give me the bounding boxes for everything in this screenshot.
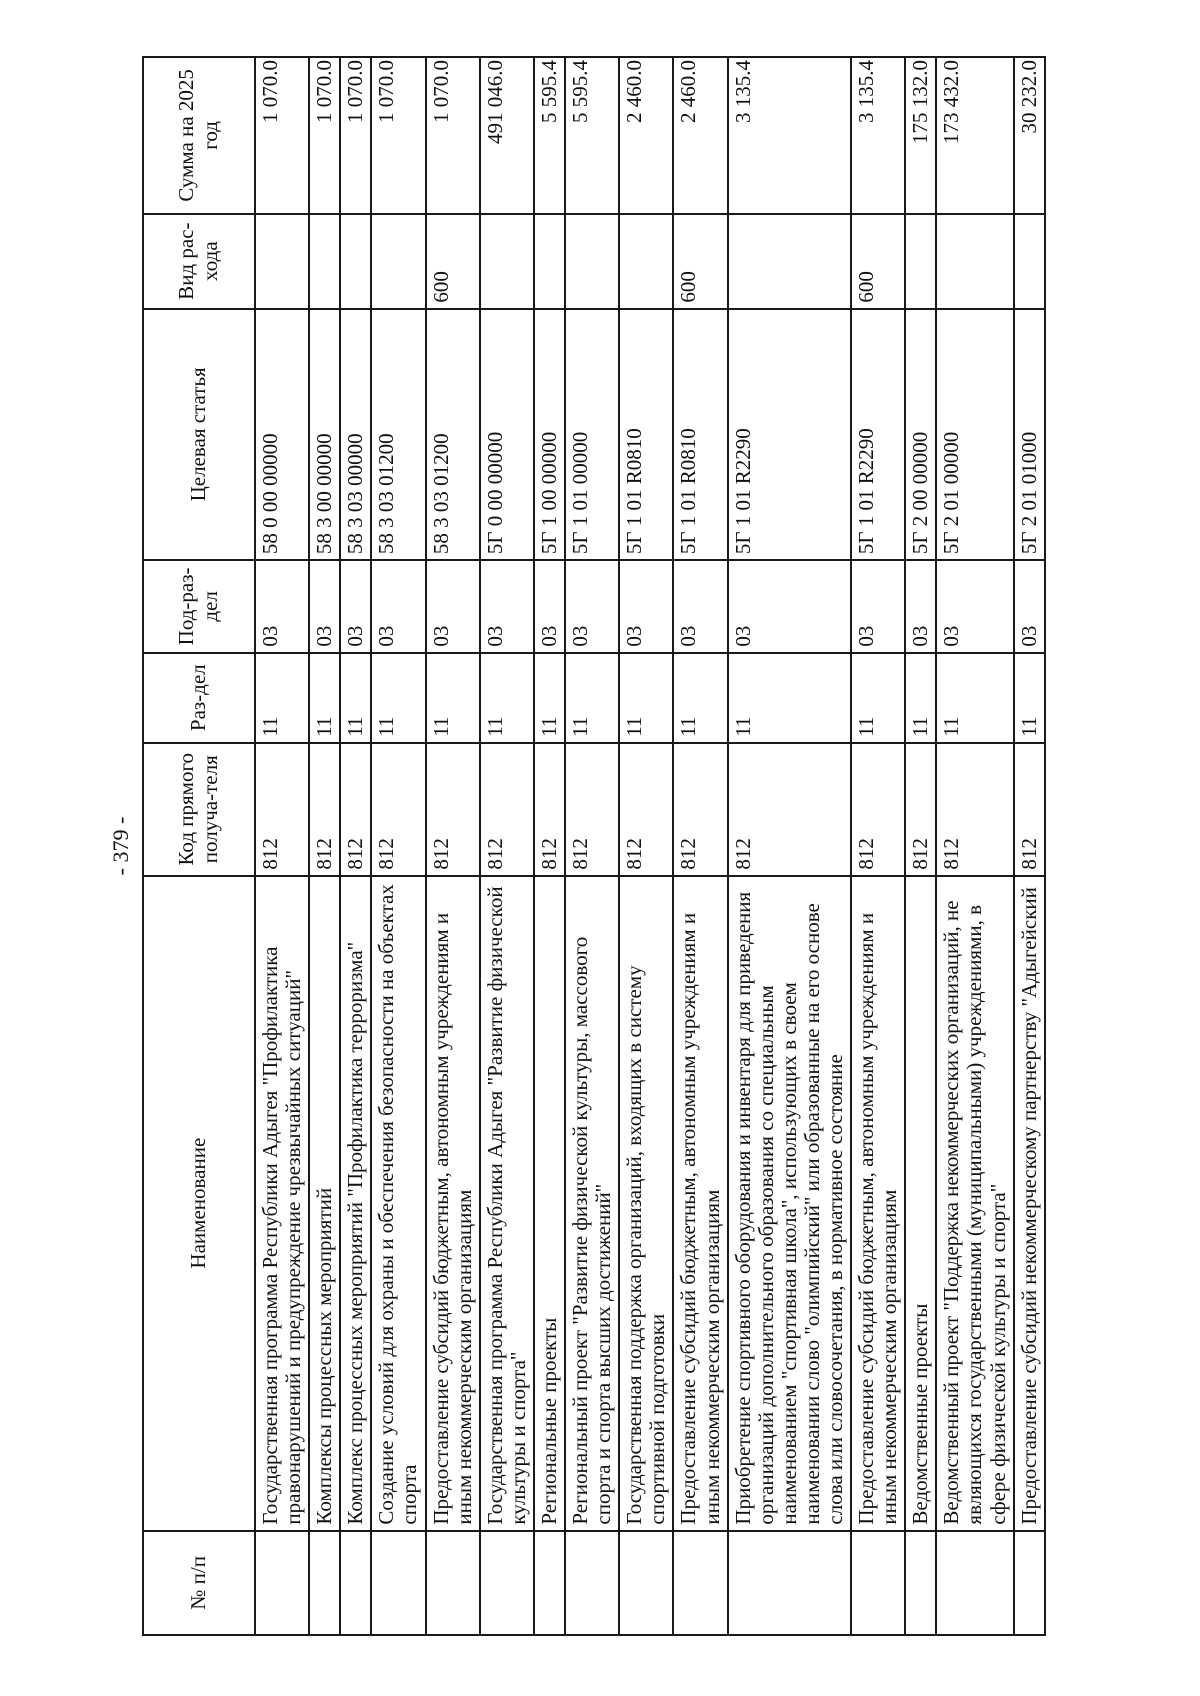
cell-section: 11	[309, 653, 340, 743]
cell-num	[905, 1531, 936, 1635]
cell-sum-2025: 30 232.0	[1014, 57, 1045, 214]
header-recipient-code: Код прямого получа-теля	[143, 743, 255, 876]
header-num: № п/п	[143, 1531, 255, 1635]
cell-sum-2025: 1 070.0	[426, 57, 480, 214]
cell-name: Государственная поддержка организаций, входящих в систему спортивной подготовки	[619, 876, 673, 1531]
cell-expense-type: 600	[426, 214, 480, 309]
table-row	[565, 57, 619, 1635]
cell-subsection: 03	[565, 560, 619, 653]
cell-sum-2025: 1 070.0	[309, 57, 340, 214]
cell-target-article: 5Г 1 01 R0810	[619, 309, 673, 561]
cell-recipient-code: 812	[309, 743, 340, 876]
cell-name: Государственная программа Республики Адыгея "Профилактика правонарушений и предупреждение чрезвычайных ситуаций"	[255, 876, 309, 1531]
cell-section: 11	[340, 653, 371, 743]
cell-sum-2025: 1 070.0	[340, 57, 371, 214]
cell-expense-type	[480, 214, 534, 309]
cell-section: 11	[255, 653, 309, 743]
cell-recipient-code: 812	[480, 743, 534, 876]
table-row	[905, 57, 936, 1635]
cell-target-article: 5Г 1 01 R0810	[673, 309, 727, 561]
cell-name: Создание условий для охраны и обеспечения безопасности на объектах спорта	[371, 876, 425, 1531]
cell-recipient-code: 812	[426, 743, 480, 876]
cell-target-article: 5Г 2 01 00000	[936, 309, 1013, 561]
cell-section: 11	[905, 653, 936, 743]
cell-expense-type	[340, 214, 371, 309]
table-row	[728, 57, 851, 1635]
table-row	[426, 57, 480, 1635]
cell-target-article: 5Г 2 01 01000	[1014, 309, 1045, 561]
cell-section: 11	[480, 653, 534, 743]
cell-section: 11	[936, 653, 1013, 743]
cell-subsection: 03	[673, 560, 727, 653]
cell-target-article: 5Г 1 00 00000	[534, 309, 565, 561]
cell-num	[480, 1531, 534, 1635]
cell-num	[728, 1531, 851, 1635]
table-row	[619, 57, 673, 1635]
table-row	[309, 57, 340, 1635]
cell-expense-type: 600	[851, 214, 905, 309]
cell-name: Приобретение спортивного оборудования и инвентаря для приведения организаций дополнительного образования со специальным наименованием "спортивная школа", использующих в своем наименовании слово "олимпийский" или образованные на его основе слова или словосочетания, в нормативное состояние	[728, 876, 851, 1531]
cell-sum-2025: 491 046.0	[480, 57, 534, 214]
cell-subsection: 03	[619, 560, 673, 653]
cell-recipient-code: 812	[905, 743, 936, 876]
cell-target-article: 5Г 1 01 R2290	[728, 309, 851, 561]
cell-name: Региональные проекты	[534, 876, 565, 1531]
cell-section: 11	[371, 653, 425, 743]
cell-target-article: 58 0 00 00000	[255, 309, 309, 561]
cell-sum-2025: 3 135.4	[851, 57, 905, 214]
cell-section: 11	[1014, 653, 1045, 743]
cell-num	[1014, 1531, 1045, 1635]
cell-num	[851, 1531, 905, 1635]
cell-target-article: 5Г 1 01 R2290	[851, 309, 905, 561]
cell-section: 11	[728, 653, 851, 743]
cell-target-article: 5Г 0 00 00000	[480, 309, 534, 561]
cell-num	[255, 1531, 309, 1635]
table-row	[534, 57, 565, 1635]
cell-recipient-code: 812	[565, 743, 619, 876]
cell-sum-2025: 173 432.0	[936, 57, 1013, 214]
cell-subsection: 03	[426, 560, 480, 653]
cell-num	[936, 1531, 1013, 1635]
rotated-page-content	[108, 56, 1198, 1636]
cell-section: 11	[851, 653, 905, 743]
table-row	[480, 57, 534, 1635]
cell-num	[309, 1531, 340, 1635]
cell-expense-type	[371, 214, 425, 309]
cell-expense-type	[936, 214, 1013, 309]
cell-section: 11	[565, 653, 619, 743]
cell-name: Предоставление субсидий некоммерческому партнерству "Адыгейский	[1014, 876, 1045, 1531]
budget-table	[142, 56, 1046, 1636]
cell-subsection: 03	[936, 560, 1013, 653]
header-name: Наименование	[143, 876, 255, 1531]
cell-name: Предоставление субсидий бюджетным, автономным учреждениям и иным некоммерческим организациям	[851, 876, 905, 1531]
cell-num	[426, 1531, 480, 1635]
table-header-row	[143, 57, 255, 1635]
cell-num	[340, 1531, 371, 1635]
cell-name: Предоставление субсидий бюджетным, автономным учреждениям и иным некоммерческим организациям	[426, 876, 480, 1531]
cell-target-article: 58 3 00 00000	[309, 309, 340, 561]
table-row	[340, 57, 371, 1635]
cell-name: Предоставление субсидий бюджетным, автономным учреждениям и иным некоммерческим организациям	[673, 876, 727, 1531]
cell-target-article: 5Г 1 01 00000	[565, 309, 619, 561]
table-row	[255, 57, 309, 1635]
cell-subsection: 03	[851, 560, 905, 653]
cell-subsection: 03	[309, 560, 340, 653]
cell-subsection: 03	[480, 560, 534, 653]
cell-sum-2025: 2 460.0	[673, 57, 727, 214]
table-row	[851, 57, 905, 1635]
cell-recipient-code: 812	[340, 743, 371, 876]
cell-name: Ведомственные проекты	[905, 876, 936, 1531]
cell-target-article: 5Г 2 00 00000	[905, 309, 936, 561]
cell-expense-type	[309, 214, 340, 309]
cell-num	[371, 1531, 425, 1635]
cell-subsection: 03	[340, 560, 371, 653]
cell-expense-type	[619, 214, 673, 309]
cell-name: Ведомственный проект "Поддержка некоммерческих организаций, не являющихся государственными (муниципальными) учреждениями, в сфере физической культуры и спорта"	[936, 876, 1013, 1531]
cell-recipient-code: 812	[1014, 743, 1045, 876]
table-row	[1014, 57, 1045, 1635]
cell-subsection: 03	[728, 560, 851, 653]
cell-sum-2025: 3 135.4	[728, 57, 851, 214]
page-number: - 379 -	[108, 816, 133, 876]
cell-recipient-code: 812	[534, 743, 565, 876]
cell-target-article: 58 3 03 01200	[371, 309, 425, 561]
cell-num	[619, 1531, 673, 1635]
cell-sum-2025: 5 595.4	[565, 57, 619, 214]
cell-expense-type	[1014, 214, 1045, 309]
cell-sum-2025: 175 132.0	[905, 57, 936, 214]
cell-expense-type	[565, 214, 619, 309]
cell-expense-type	[728, 214, 851, 309]
cell-recipient-code: 812	[936, 743, 1013, 876]
cell-sum-2025: 2 460.0	[619, 57, 673, 214]
cell-sum-2025: 1 070.0	[255, 57, 309, 214]
header-expense-type: Вид рас-хода	[143, 214, 255, 309]
cell-section: 11	[673, 653, 727, 743]
table-row	[936, 57, 1013, 1635]
cell-subsection: 03	[371, 560, 425, 653]
cell-sum-2025: 1 070.0	[371, 57, 425, 214]
table-body	[255, 57, 1045, 1635]
cell-expense-type: 600	[673, 214, 727, 309]
cell-recipient-code: 812	[673, 743, 727, 876]
cell-sum-2025: 5 595.4	[534, 57, 565, 214]
cell-subsection: 03	[255, 560, 309, 653]
cell-name: Комплекс процессных мероприятий "Профилактика терроризма"	[340, 876, 371, 1531]
cell-recipient-code: 812	[619, 743, 673, 876]
cell-num	[565, 1531, 619, 1635]
cell-expense-type	[534, 214, 565, 309]
cell-subsection: 03	[905, 560, 936, 653]
cell-target-article: 58 3 03 00000	[340, 309, 371, 561]
cell-expense-type	[255, 214, 309, 309]
cell-expense-type	[905, 214, 936, 309]
header-target-article: Целевая статья	[143, 309, 255, 561]
header-section: Раз-дел	[143, 653, 255, 743]
cell-name: Региональный проект "Развитие физической культуры, массового спорта и спорта высших достижений"	[565, 876, 619, 1531]
cell-recipient-code: 812	[728, 743, 851, 876]
cell-name: Комплексы процессных мероприятий	[309, 876, 340, 1531]
table-row	[371, 57, 425, 1635]
header-subsection: Под-раз-дел	[143, 560, 255, 653]
cell-name: Государственная программа Республики Адыгея "Развитие физической культуры и спорта"	[480, 876, 534, 1531]
cell-num	[534, 1531, 565, 1635]
cell-section: 11	[619, 653, 673, 743]
cell-section: 11	[534, 653, 565, 743]
cell-target-article: 58 3 03 01200	[426, 309, 480, 561]
cell-section: 11	[426, 653, 480, 743]
cell-recipient-code: 812	[851, 743, 905, 876]
table-row	[673, 57, 727, 1635]
cell-subsection: 03	[534, 560, 565, 653]
header-sum-2025: Сумма на 2025 год	[143, 57, 255, 214]
cell-subsection: 03	[1014, 560, 1045, 653]
cell-num	[673, 1531, 727, 1635]
cell-recipient-code: 812	[371, 743, 425, 876]
cell-recipient-code: 812	[255, 743, 309, 876]
